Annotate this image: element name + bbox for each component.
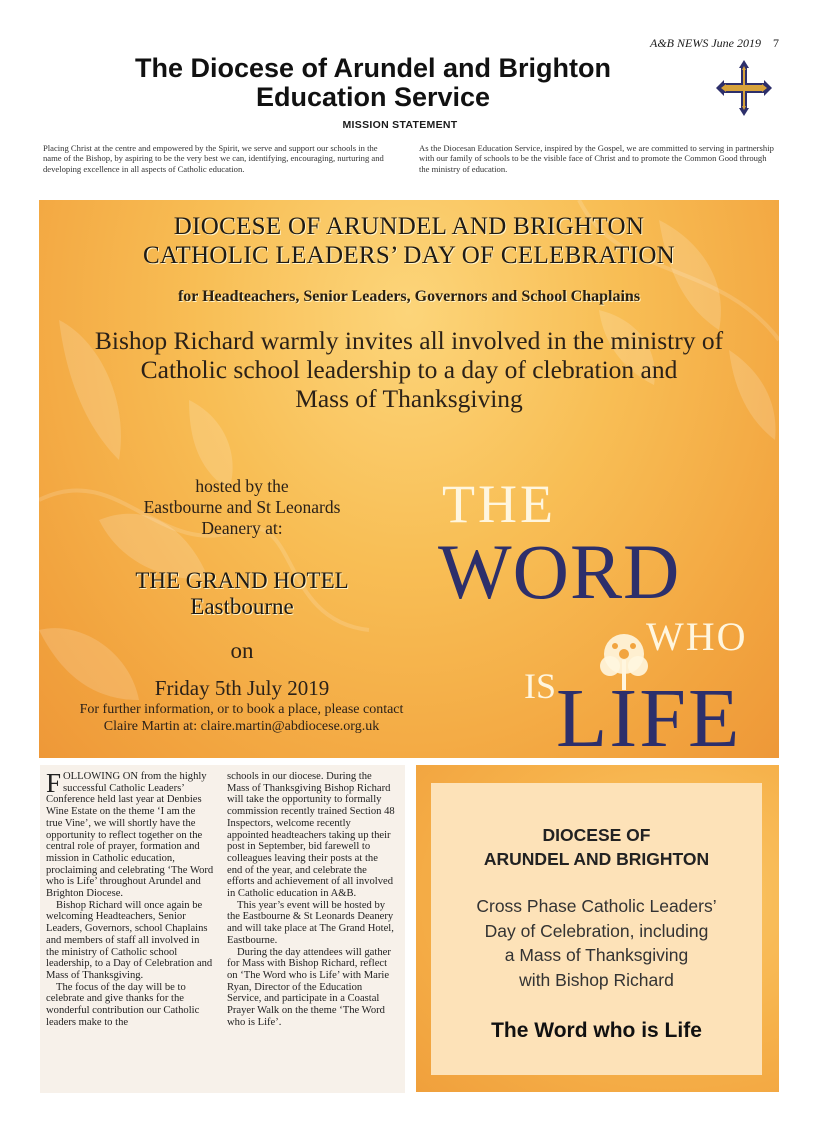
sidebox-line5: a Mass of Thanksgiving: [504, 945, 689, 965]
contact-line1: For further information, or to book a place, please contact: [79, 702, 404, 717]
poster-heading-line1: DIOCESE OF ARUNDEL AND BRIGHTON: [173, 213, 645, 240]
article-paragraph-5: This year’s event will be hosted by the Eastbourne & St Leonards Deanery and will take place at The Grand Hotel, Eastbourne.: [227, 899, 394, 946]
logo-life: LIFE: [556, 672, 742, 750]
poster-invitation: [39, 326, 779, 413]
event-poster: [39, 200, 779, 758]
article-paragraph-3: The focus of the day will be to celebrate and give thanks for the wonderful contribution our Catholic leaders make to the: [46, 981, 200, 1028]
poster-contact: [39, 701, 444, 735]
mission-text-left: Placing Christ at the centre and empowered by the Spirit, we serve and support our schools in the name of the Bishop, by aspiring to be the very best we can, identifying, encouraging, nurturing and developing excellence in all aspects of Catholic education.: [43, 143, 384, 174]
sidebox-theme: The Word who is Life: [491, 1019, 702, 1042]
page-title-line1: The Diocese of Arundel and Brighton: [134, 53, 612, 83]
hosted-line2: Eastbourne and St Leonards: [143, 497, 341, 517]
hosted-line1: hosted by the: [195, 476, 289, 496]
logo-word: WORD: [438, 528, 681, 615]
poster-on: on: [230, 638, 254, 663]
invite-line1: Bishop Richard warmly invites all involved in the ministry of: [94, 326, 724, 355]
sidebox-line6: with Bishop Richard: [519, 969, 674, 990]
page-number: 7: [773, 36, 779, 50]
article-paragraph-1: [46, 768, 214, 900]
sidebox-line4: Day of Celebration, including: [484, 920, 709, 941]
poster-heading: [39, 212, 779, 270]
sidebox-line1: DIOCESE OF: [542, 825, 651, 845]
hosted-line3: Deanery at:: [201, 518, 283, 538]
mission-text-right: As the Diocesan Education Service, inspired by the Gospel, we are committed to serving in partnership with our family of schools to be the visible face of Christ and to promote the Common Good through the ministry of education.: [419, 143, 774, 174]
poster-date: Friday 5th July 2019: [154, 676, 330, 700]
article-paragraph-1-text: OLLOWING ON from the highly successful Catholic Leaders’ Conference held last year at Denbies Wine Estate on the theme ‘I am the true Vine’, we will shortly have the opportunity to reflect together on the central role of prayer, formation and mission in Catholic education, proclaiming and celebrating ‘The Word who is Life’ throughout Arundel and Brighton Diocese.: [46, 771, 214, 900]
diocese-cross-icon: [714, 58, 774, 118]
mission-heading: MISSION STATEMENT: [342, 119, 458, 131]
running-head: [650, 36, 779, 51]
page-title-line2: Education Service: [255, 82, 491, 112]
running-head-text: A&B NEWS June 2019: [650, 36, 761, 50]
invite-line3: Mass of Thanksgiving: [295, 384, 523, 413]
poster-hosted-by: [79, 476, 405, 539]
invite-line2: Catholic school leadership to a day of clebration and: [140, 355, 678, 384]
poster-heading-line2: CATHOLIC LEADERS’ DAY OF CELEBRATION: [142, 242, 676, 269]
poster-venue: [79, 568, 405, 620]
article-column-2: [227, 771, 395, 1028]
article-paragraph-2: Bishop Richard will once again be welcoming Headteachers, Senior Leaders, Governors, school Chaplains and members of staff all involved in the ministry of Catholic school leadership, to a Day of Celebration and Mass of Thanksgiving.: [46, 899, 213, 981]
sidebox-line2: ARUNDEL AND BRIGHTON: [483, 849, 710, 869]
venue-line1: THE GRAND HOTEL: [135, 568, 349, 593]
sidebox-line3: Cross Phase Catholic Leaders’: [476, 896, 717, 916]
sidebox-panel: [431, 783, 762, 1075]
article-column-1: [46, 768, 214, 1028]
article-paragraph-6: During the day attendees will gather for Mass with Bishop Richard, reflect on ‘The Word who is Life’ with Marie Ryan, Director of the Education Service, and participate in a Coastal Prayer Walk on the theme ‘The Word who is Life’.: [227, 946, 391, 1028]
drop-cap: F: [46, 768, 62, 798]
article-body: [40, 765, 405, 1093]
event-sidebox: [416, 765, 779, 1092]
logo-who: WHO: [646, 614, 748, 659]
sidebox-description: [431, 894, 762, 992]
logo-the: THE: [442, 474, 556, 534]
venue-line2: Eastbourne: [190, 594, 294, 619]
sidebox-diocese: [431, 823, 762, 871]
contact-line2: Claire Martin at: claire.martin@abdiocese.org.uk: [103, 719, 380, 734]
poster-subheading: for Headteachers, Senior Leaders, Governors and School Chaplains: [177, 288, 641, 305]
logo-is: IS: [524, 666, 557, 706]
word-who-is-life-logo: [434, 460, 779, 750]
article-paragraph-4: schools in our diocese. During the Mass of Thanksgiving Bishop Richard will take the opportunity to formally commission recently trained Section 48 Inspectors, welcome recently appointed headteachers taking up their post in September, bid farewell to colleagues leaving their posts at the end of the year, and celebrate the efforts and achievement of all involved in Catholic education in A&B.: [227, 771, 395, 900]
page-title: [40, 54, 706, 112]
